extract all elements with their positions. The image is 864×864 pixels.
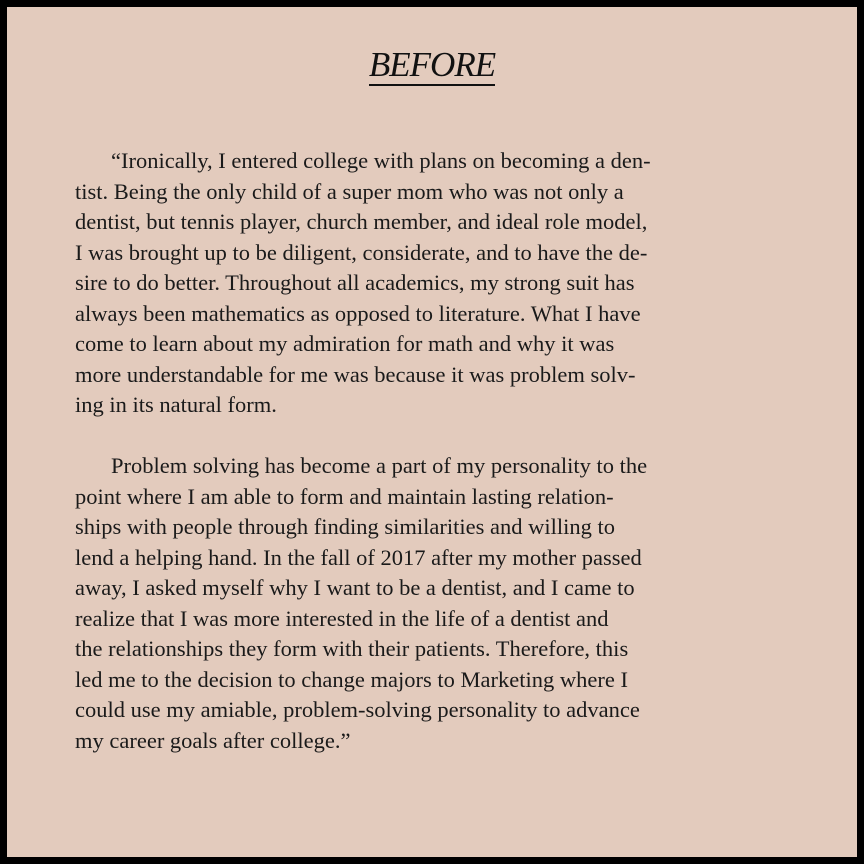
text-line: Problem solving has become a part of my personality to the [111, 453, 648, 478]
text-line: come to learn about my admiration for math and why it was [75, 331, 615, 356]
page-title-text: BEFORE [368, 45, 496, 84]
quote-body [75, 146, 795, 756]
text-line: I was brought up to be diligent, considerate, and to have the de- [75, 239, 648, 265]
text-line: could use my amiable, problem-solving personality to advance [75, 697, 640, 722]
text-line: realize that I was more interested in the life of a dentist and [75, 605, 609, 631]
text-line: lend a helping hand. In the fall of 2017 after my mother passed [75, 544, 642, 570]
text-line: always been mathematics as opposed to literature. What I have [75, 300, 641, 326]
text-line: my career goals after college.” [75, 727, 351, 753]
paragraph-1 [75, 146, 795, 421]
page-title [7, 43, 857, 87]
text-line: tist. Being the only child of a super mom who was not only a [75, 178, 624, 204]
text-line: ships with people through finding similarities and willing to [75, 514, 615, 539]
text-line: led me to the decision to change majors to Marketing where I [75, 666, 628, 692]
text-line: away, I asked myself why I want to be a dentist, and I came to [75, 575, 635, 600]
paragraph-2 [75, 451, 795, 756]
text-line: ing in its natural form. [75, 392, 277, 417]
text-line: point where I am able to form and maintain lasting relation- [75, 483, 614, 509]
text-line: more understandable for me was because it was problem solv- [75, 361, 636, 387]
text-line: dentist, but tennis player, church member, and ideal role model, [75, 209, 648, 234]
text-line: sire to do better. Throughout all academics, my strong suit has [75, 270, 635, 295]
text-line: “Ironically, I entered college with plans on becoming a den- [111, 148, 651, 173]
text-line: the relationships they form with their patients. Therefore, this [75, 636, 629, 661]
